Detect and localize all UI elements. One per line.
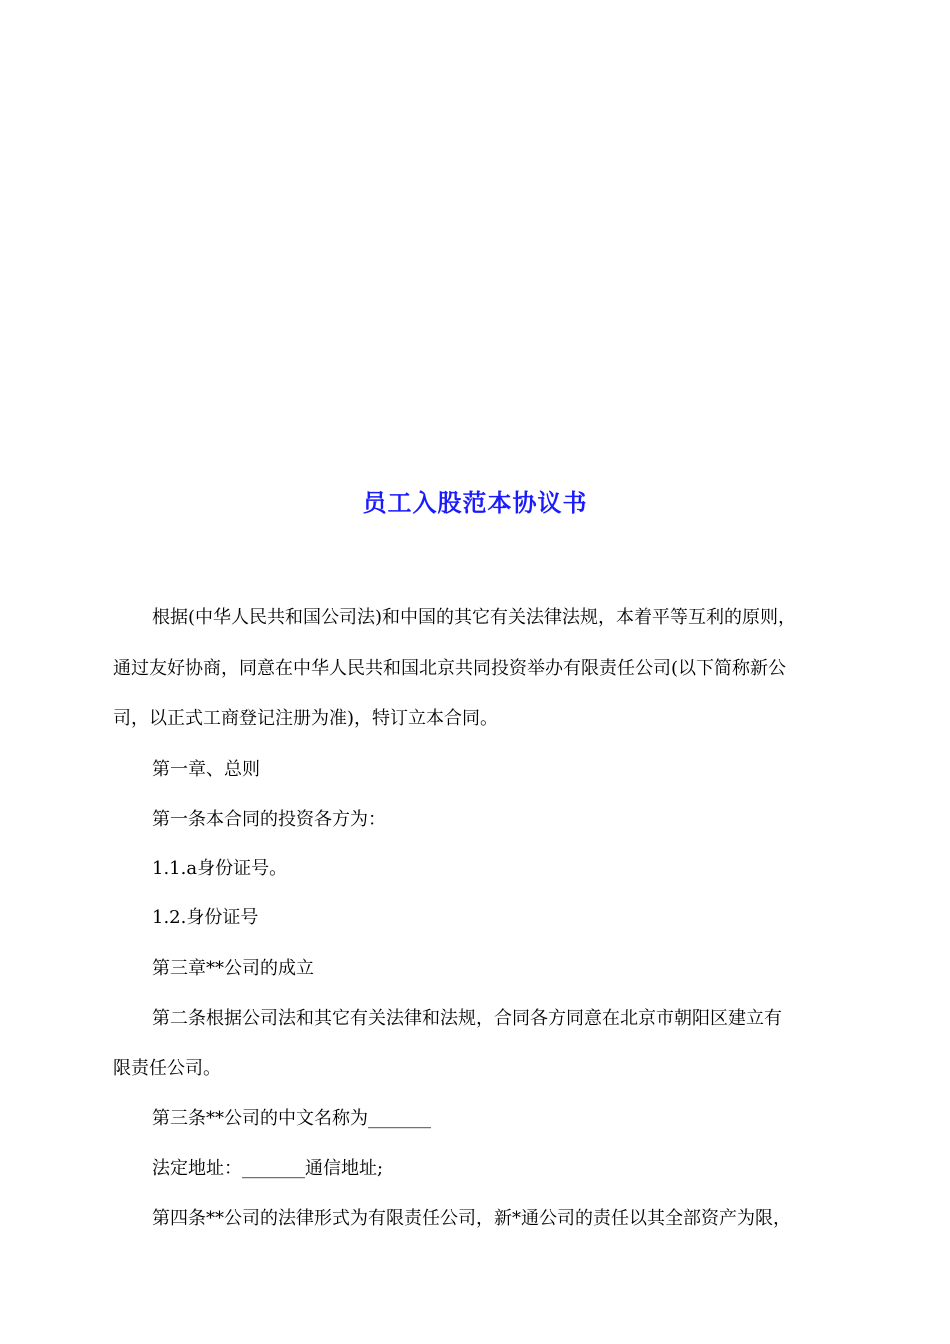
article-line: 第四条**公司的法律形式为有限责任公司，新*通公司的责任以其全部资产为限，: [152, 1208, 791, 1229]
article-line: 第二条根据公司法和其它有关法律和法规，合同各方同意在北京市朝阳区建立有: [152, 1008, 782, 1029]
article-line: 第一条本合同的投资各方为：: [152, 809, 386, 830]
document-title: 员工入股范本协议书: [362, 488, 588, 517]
paragraph-line: 通过友好协商，同意在中华人民共和国北京共同投资举办有限责任公司(以下简称新公: [113, 658, 787, 679]
list-item: 1.2.身份证号: [152, 907, 259, 928]
article-line: 第三条**公司的中文名称为_______: [152, 1108, 431, 1129]
chapter-heading: 第一章、总则: [152, 759, 260, 780]
article-line: 限责任公司。: [113, 1058, 221, 1079]
list-item: 1.1.a身份证号。: [152, 858, 288, 879]
chapter-heading: 第三章**公司的成立: [152, 958, 314, 979]
paragraph-line: 司，以正式工商登记注册为准)，特订立本合同。: [113, 708, 499, 729]
paragraph-line: 根据(中华人民共和国公司法)和中国的其它有关法律法规，本着平等互利的原则，: [152, 607, 797, 628]
article-line: 法定地址：_______通信地址;: [152, 1158, 384, 1179]
